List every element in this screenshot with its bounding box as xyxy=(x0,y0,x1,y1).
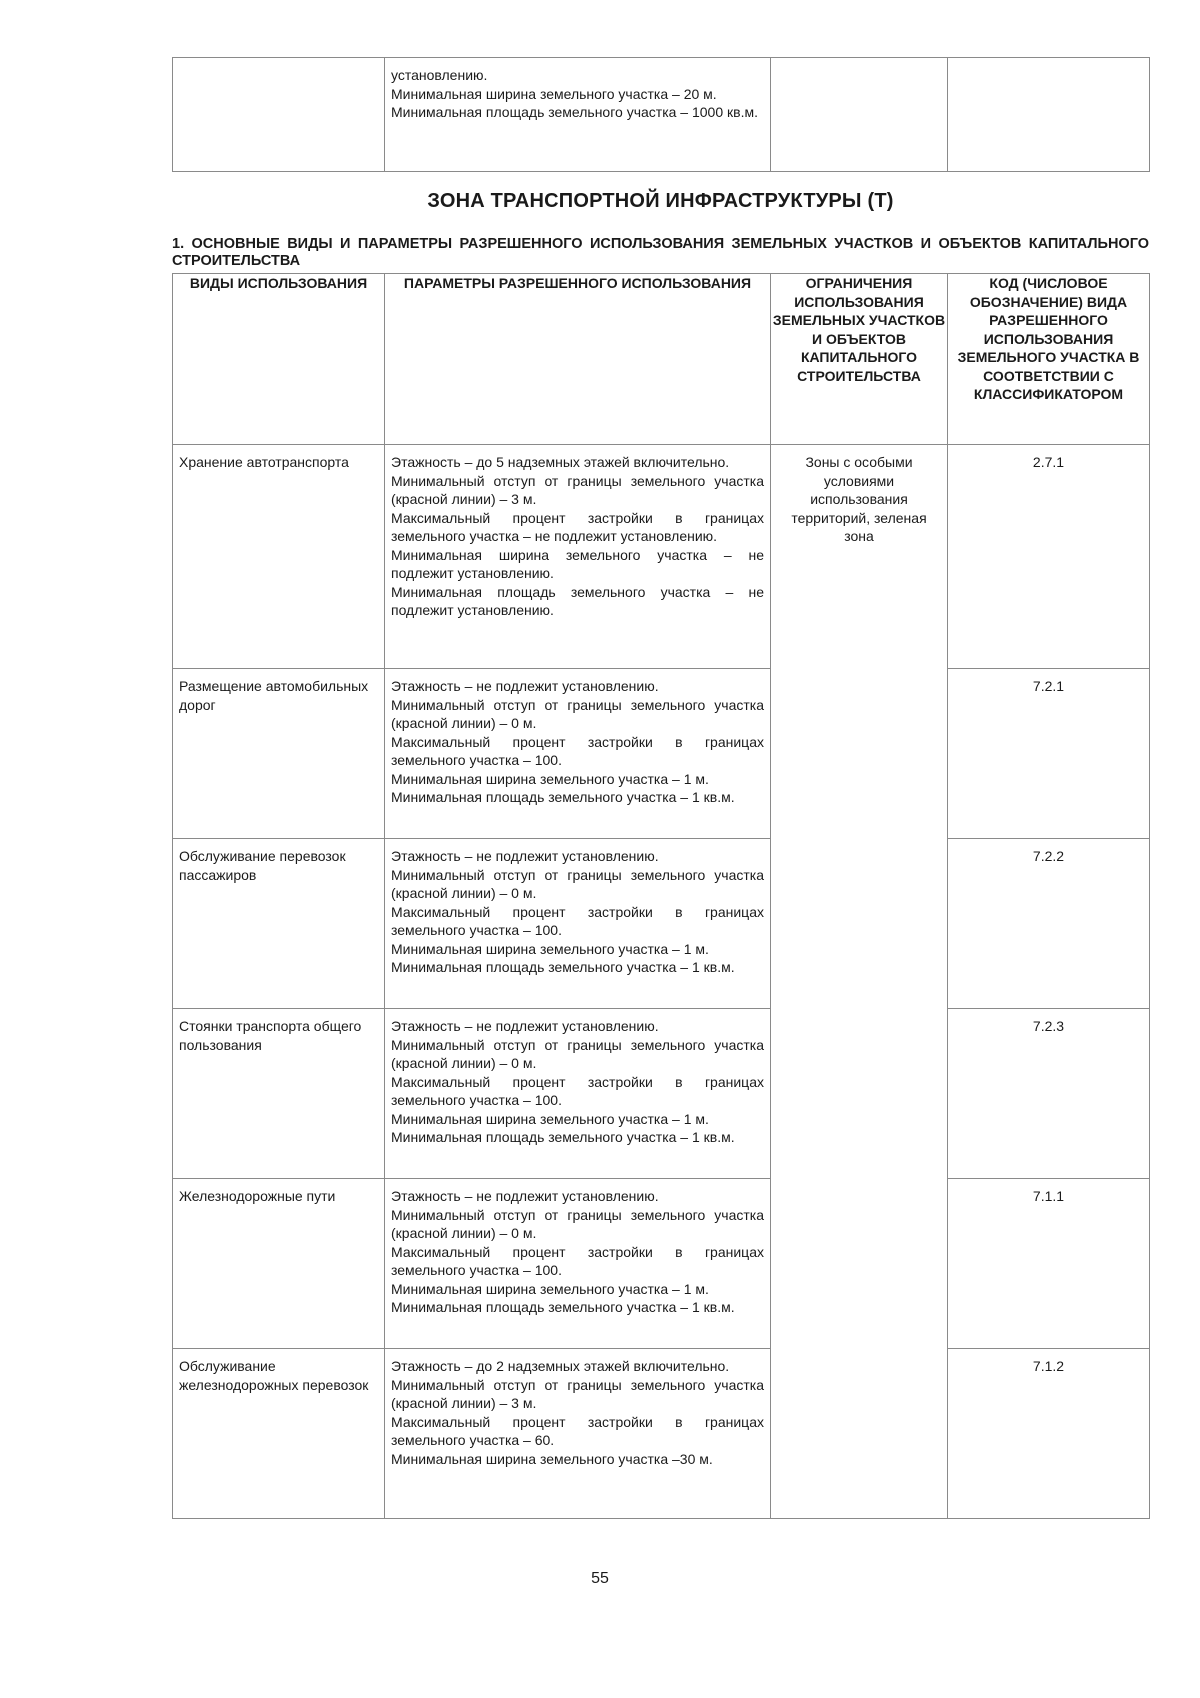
params-cell xyxy=(385,1349,771,1519)
use-code: 7.2.3 xyxy=(1032,1018,1065,1034)
param-line: Минимальная ширина земельного участка – 1 м. xyxy=(391,1280,709,1297)
code-cell xyxy=(948,839,1150,1009)
param-line: Минимальная ширина земельного участка – 1 м. xyxy=(391,1110,709,1127)
use-type: Железнодорожные пути xyxy=(179,1188,336,1204)
code-cell xyxy=(948,669,1150,839)
param-line: Максимальный процент застройки в границах земельного участка – 100. xyxy=(391,903,764,938)
land-use-table xyxy=(172,273,1150,1519)
param-line: Минимальная площадь земельного участка – 1 кв.м. xyxy=(391,789,735,805)
header-params: ПАРАМЕТРЫ РАЗРЕШЕННОГО ИСПОЛЬЗОВАНИЯ xyxy=(385,274,771,445)
param-line: Минимальная ширина земельного участка –30 м. xyxy=(391,1450,713,1467)
code-cell xyxy=(948,445,1150,669)
continuation-row xyxy=(173,58,1150,172)
continuation-line: Минимальная ширина земельного участка – 20 м. xyxy=(391,85,717,102)
param-line: Максимальный процент застройки в границах земельного участка – 60. xyxy=(391,1413,764,1448)
use-type-cell xyxy=(173,1009,385,1179)
param-line: Минимальный отступ от границы земельного участка (красной линии) – 0 м. xyxy=(391,696,764,731)
continuation-code-cell xyxy=(948,58,1150,172)
params-cell xyxy=(385,669,771,839)
param-line: Минимальная ширина земельного участка – 1 м. xyxy=(391,940,709,957)
table-row xyxy=(173,669,1150,839)
restrictions-text: Зоны с особыми условиями использования территорий, зеленая зона xyxy=(791,454,927,544)
param-line: Этажность – не подлежит установлению. xyxy=(391,1018,659,1034)
param-line: Этажность – не подлежит установлению. xyxy=(391,848,659,864)
table-row xyxy=(173,1009,1150,1179)
use-code: 7.1.2 xyxy=(1032,1358,1065,1374)
continuation-restrictions-cell xyxy=(771,58,948,172)
param-line: Минимальная ширина земельного участка – 1 м. xyxy=(391,770,709,787)
section-title: 1. ОСНОВНЫЕ ВИДЫ И ПАРАМЕТРЫ РАЗРЕШЕННОГО ИСПОЛЬЗОВАНИЯ ЗЕМЕЛЬНЫХ УЧАСТКОВ И ОБЪЕКТОВ КАПИТАЛЬНОГО СТРОИТЕЛЬСТВА xyxy=(172,236,1149,269)
param-line: Минимальный отступ от границы земельного участка (красной линии) – 0 м. xyxy=(391,1206,764,1241)
use-type-cell xyxy=(173,445,385,669)
params-cell xyxy=(385,1009,771,1179)
use-code: 7.1.1 xyxy=(1032,1188,1065,1204)
param-line: Этажность – до 2 надземных этажей включительно. xyxy=(391,1358,730,1374)
use-code: 7.2.1 xyxy=(1032,678,1065,694)
code-cell xyxy=(948,1179,1150,1349)
table-row xyxy=(173,1179,1150,1349)
param-line: Максимальный процент застройки в границах земельного участка – 100. xyxy=(391,1073,764,1108)
param-line: Максимальный процент застройки в границах земельного участка – 100. xyxy=(391,1243,764,1278)
continuation-line: установлению. xyxy=(391,67,488,83)
params-cell xyxy=(385,445,771,669)
page-number: 55 xyxy=(591,1570,609,1587)
use-type: Обслуживание перевозок пассажиров xyxy=(179,848,346,883)
use-code: 7.2.2 xyxy=(1032,848,1065,864)
use-type-cell xyxy=(173,1349,385,1519)
code-cell xyxy=(948,1009,1150,1179)
use-type-cell xyxy=(173,1179,385,1349)
use-type: Хранение автотранспорта xyxy=(179,454,349,470)
use-code: 2.7.1 xyxy=(1032,454,1065,470)
param-line: Минимальная площадь земельного участка – 1 кв.м. xyxy=(391,959,735,975)
param-line: Минимальный отступ от границы земельного участка (красной линии) – 3 м. xyxy=(391,472,764,507)
table-row xyxy=(173,445,1150,669)
continuation-table xyxy=(172,57,1150,172)
param-line: Минимальная площадь земельного участка – 1 кв.м. xyxy=(391,1299,735,1315)
use-type: Обслуживание железнодорожных перевозок xyxy=(179,1358,369,1393)
params-cell xyxy=(385,839,771,1009)
table-header-row xyxy=(173,274,1150,445)
continuation-type-cell xyxy=(173,58,385,172)
restrictions-cell xyxy=(771,445,948,1519)
param-line: Этажность – не подлежит установлению. xyxy=(391,678,659,694)
use-type: Стоянки транспорта общего пользования xyxy=(179,1018,362,1053)
param-line: Этажность – не подлежит установлению. xyxy=(391,1188,659,1204)
param-line: Минимальный отступ от границы земельного участка (красной линии) – 0 м. xyxy=(391,866,764,901)
header-types: ВИДЫ ИСПОЛЬЗОВАНИЯ xyxy=(173,274,385,445)
param-line: Минимальный отступ от границы земельного участка (красной линии) – 3 м. xyxy=(391,1376,764,1411)
use-type-cell xyxy=(173,669,385,839)
param-line: Минимальный отступ от границы земельного участка (красной линии) – 0 м. xyxy=(391,1036,764,1071)
param-line: Максимальный процент застройки в границах земельного участка – не подлежит установлению. xyxy=(391,509,764,544)
use-type: Размещение автомобильных дорог xyxy=(179,678,369,713)
param-line: Минимальная площадь земельного участка – не подлежит установлению. xyxy=(391,583,764,618)
header-code: КОД (ЧИСЛОВОЕ ОБОЗНАЧЕНИЕ) ВИДА РАЗРЕШЕННОГО ИСПОЛЬЗОВАНИЯ ЗЕМЕЛЬНОГО УЧАСТКА В СООТВЕТСТВИИ С КЛАССИФИКАТОРОМ xyxy=(948,274,1150,445)
header-restrictions: ОГРАНИЧЕНИЯ ИСПОЛЬЗОВАНИЯ ЗЕМЕЛЬНЫХ УЧАСТКОВ И ОБЪЕКТОВ КАПИТАЛЬНОГО СТРОИТЕЛЬСТВА xyxy=(771,274,948,445)
code-cell xyxy=(948,1349,1150,1519)
continuation-params-cell xyxy=(385,58,771,172)
param-line: Максимальный процент застройки в границах земельного участка – 100. xyxy=(391,733,764,768)
zone-title: ЗОНА ТРАНСПОРТНОЙ ИНФРАСТРУКТУРЫ (Т) xyxy=(427,190,894,212)
use-type-cell xyxy=(173,839,385,1009)
param-line: Минимальная ширина земельного участка – не подлежит установлению. xyxy=(391,546,764,581)
continuation-line: Минимальная площадь земельного участка – 1000 кв.м. xyxy=(391,104,758,120)
table-row xyxy=(173,839,1150,1009)
param-line: Минимальная площадь земельного участка – 1 кв.м. xyxy=(391,1129,735,1145)
table-row xyxy=(173,1349,1150,1519)
param-line: Этажность – до 5 надземных этажей включительно. xyxy=(391,454,730,470)
params-cell xyxy=(385,1179,771,1349)
